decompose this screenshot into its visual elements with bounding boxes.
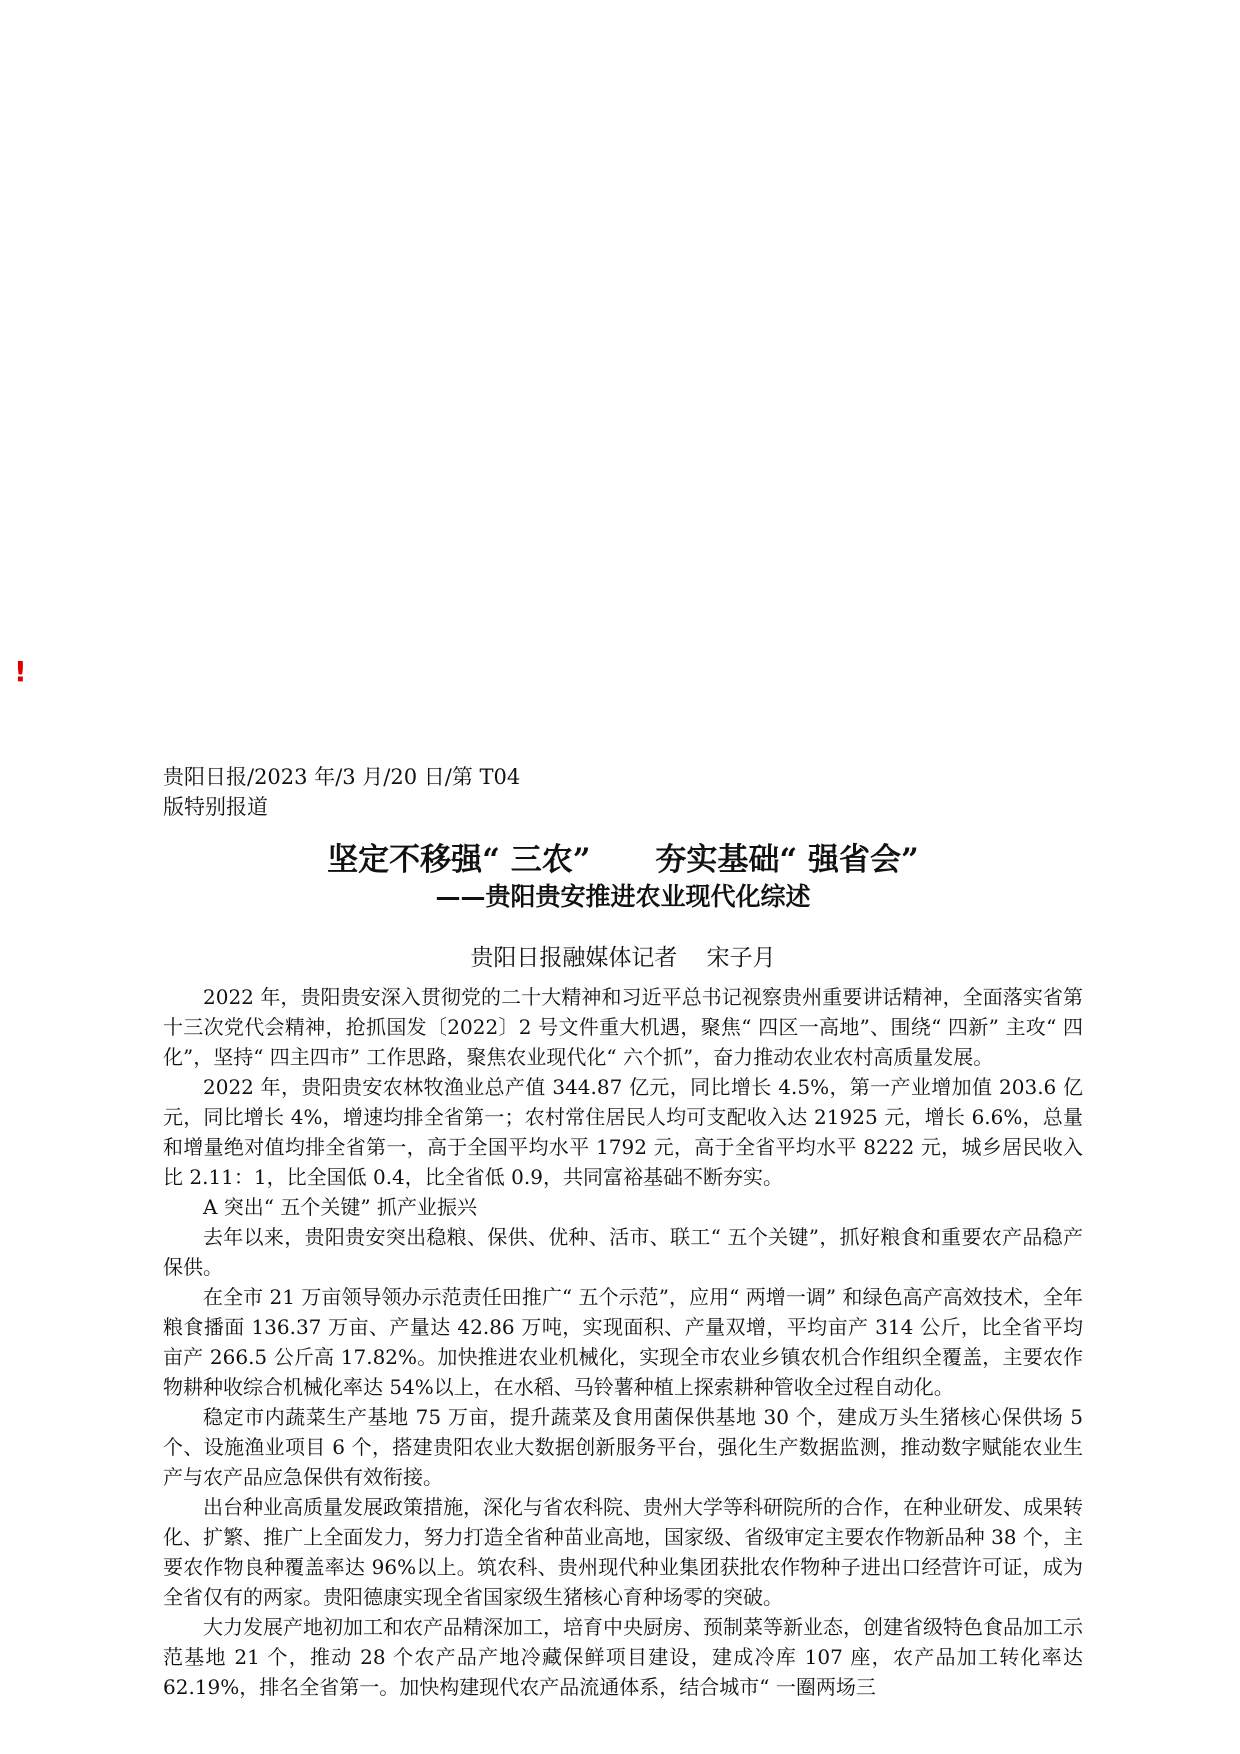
paragraph: 出台种业高质量发展政策措施，深化与省农科院、贵州大学等科研院所的合作，在种业研发、成果转化、扩繁、推广上全面发力，努力打造全省种苗业高地，国家级、省级审定主要农作物新品种 38 个，主要农作物良种覆盖率达 96%以上。筑农科、贵州现代种业集团获批农作物种子进出口经营许可证，成为全省仅有的两家。贵阳德康实现全省国家级生猪核心育种场零的突破。 [163,1495,1083,1609]
paragraph-stats: 2022 年，贵阳贵安农林牧渔业总产值 344.87 亿元，同比增长 4.5%，第一产业增加值 203.6 亿元，同比增长 4%，增速均排全省第一；农村常住居民人均可支配收入达 21925 元，增长 6.6%，总量和增量绝对值均排全省第一，高于全国平均水平 1792 元，高于全省平均水平 8222 元，城乡居民收入比 2.11：1，比全国低 0.4，比全省低 0.9，共同富裕基础不断夯实。 [163,1075,1083,1189]
section-heading-a: A 突出“ 五个关键” 抓产业振兴 [203,1195,477,1219]
byline: 贵阳日报融媒体记者 宋子月 [470,945,776,971]
source-line: 贵阳日报/2023 年/3 月/20 日/第 T04 [163,765,521,789]
paragraph: 大力发展产地初加工和农产品精深加工，培育中央厨房、预制菜等新业态，创建省级特色食品加工示范基地 21 个，推动 28 个农产品产地冷藏保鲜项目建设，建成冷库 107 座，农产品加工转化率达 62.19%，排名全省第一。加快构建现代农产品流通体系，结合城市“ 一圈两场三 [163,1615,1083,1699]
article-subtitle: ——贵阳贵安推进农业现代化综述 [435,882,811,911]
article-header [163,762,1083,974]
paragraph: 稳定市内蔬菜生产基地 75 万亩，提升蔬菜及食用菌保供基地 30 个，建成万头生猪核心保供场 5 个、设施渔业项目 6 个，搭建贵阳农业大数据创新服务平台，强化生产数据监测，推动数字赋能农业生产与农产品应急保供有效衔接。 [163,1405,1083,1489]
article-body [163,982,1083,1702]
paragraph-intro: 2022 年，贵阳贵安深入贯彻党的二十大精神和习近平总书记视察贵州重要讲话精神，全面落实省第十三次党代会精神，抢抓国发〔2022〕2 号文件重大机遇，聚焦“ 四区一高地”、围绕“ 四新” 主攻“ 四化”，坚持“ 四主四市” 工作思路，聚焦农业现代化“ 六个抓”，奋力推动农业农村高质量发展。 [163,985,1083,1069]
paragraph: 在全市 21 万亩领导领办示范责任田推广“ 五个示范”，应用“ 两增一调” 和绿色高产高效技术，全年粮食播面 136.37 万亩、产量达 42.86 万吨，实现面积、产量双增，平均亩产 314 公斤，比全省平均亩产 266.5 公斤高 17.82%。加快推进农业机械化，实现全市农业乡镇农机合作组织全覆盖，主要农作物耕种收综合机械化率达 54%以上，在水稻、马铃薯种植上探索耕种管收全过程自动化。 [163,1285,1083,1399]
source-line-continued: 版特别报道 [163,795,268,819]
paragraph: 去年以来，贵阳贵安突出稳粮、保供、优种、活市、联工“ 五个关键”，抓好粮食和重要农产品稳产保供。 [163,1225,1083,1279]
red-exclamation-mark: ! [14,655,27,688]
article-title: 坚定不移强“ 三农” 夯实基础“ 强省会” [327,842,919,878]
